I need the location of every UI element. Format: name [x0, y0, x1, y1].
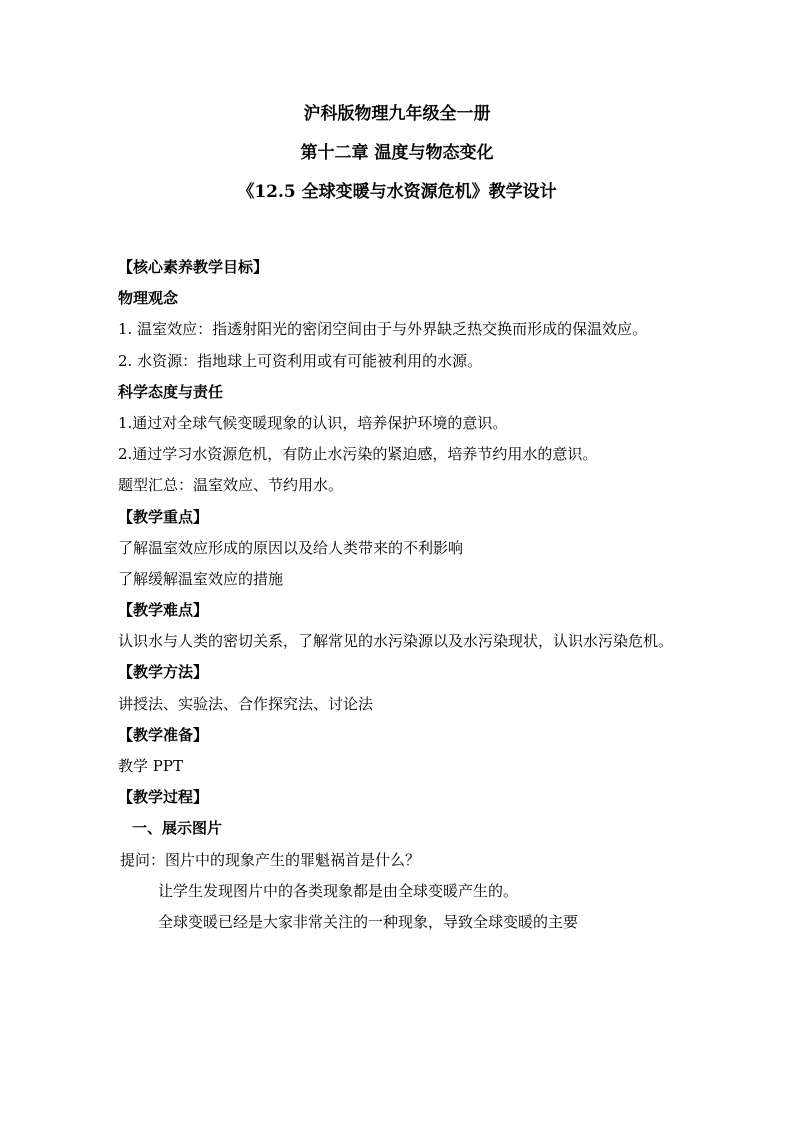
core-goals-heading: 【核心素养教学目标】 [118, 258, 269, 276]
title-block [0, 104, 794, 221]
step1-paragraph-1: 让学生发现图片中的各类现象都是由全球变暖产生的。 [158, 881, 519, 900]
key-point-1: 了解温室效应形成的原因以及给人类带来的不利影响 [118, 538, 464, 557]
chapter-title: 第十二章 温度与物态变化 [300, 143, 494, 163]
attitude-item-1: 1.通过对全球气候变暖现象的认识，培养保护环境的意识。 [118, 413, 508, 432]
step1-paragraph-2: 全球变暖已经是大家非常关注的一种现象，导致全球变暖的主要 [158, 912, 579, 931]
concept-item-2: 2. 水资源：指地球上可资利用或有可能被利用的水源。 [118, 351, 483, 370]
concept-item-1: 1. 温室效应：指透射阳光的密闭空间由于与外界缺乏热交换而形成的保温效应。 [118, 320, 648, 339]
document-body [118, 252, 678, 938]
method-heading: 【教学方法】 [118, 663, 209, 682]
question-summary: 题型汇总：温室效应、节约用水。 [118, 476, 344, 495]
step1-question: 提问：图片中的现象产生的罪魁祸首是什么？ [120, 850, 421, 869]
attitude-item-2: 2.通过学习水资源危机，有防止水污染的紧迫感，培养节约用水的意识。 [118, 445, 598, 464]
method-text: 讲授法、实验法、合作探究法、讨论法 [118, 694, 374, 713]
difficulty-text: 认识水与人类的密切关系，了解常见的水污染源以及水污染现状，认识水污染危机。 [118, 632, 674, 651]
physics-concept-heading: 物理观念 [118, 289, 179, 308]
difficulty-heading: 【教学难点】 [118, 601, 209, 620]
lesson-title: 《12.5 全球变暖与水资源危机》教学设计 [237, 182, 557, 202]
prep-heading: 【教学准备】 [118, 725, 209, 744]
prep-text: 教学 PPT [118, 757, 183, 776]
key-points-heading: 【教学重点】 [118, 507, 209, 526]
textbook-title: 沪科版物理九年级全一册 [303, 104, 491, 124]
key-point-2: 了解缓解温室效应的措施 [118, 569, 284, 588]
process-heading: 【教学过程】 [118, 788, 209, 807]
attitude-heading: 科学态度与责任 [118, 382, 224, 401]
step1-heading: 一、展示图片 [132, 819, 223, 838]
